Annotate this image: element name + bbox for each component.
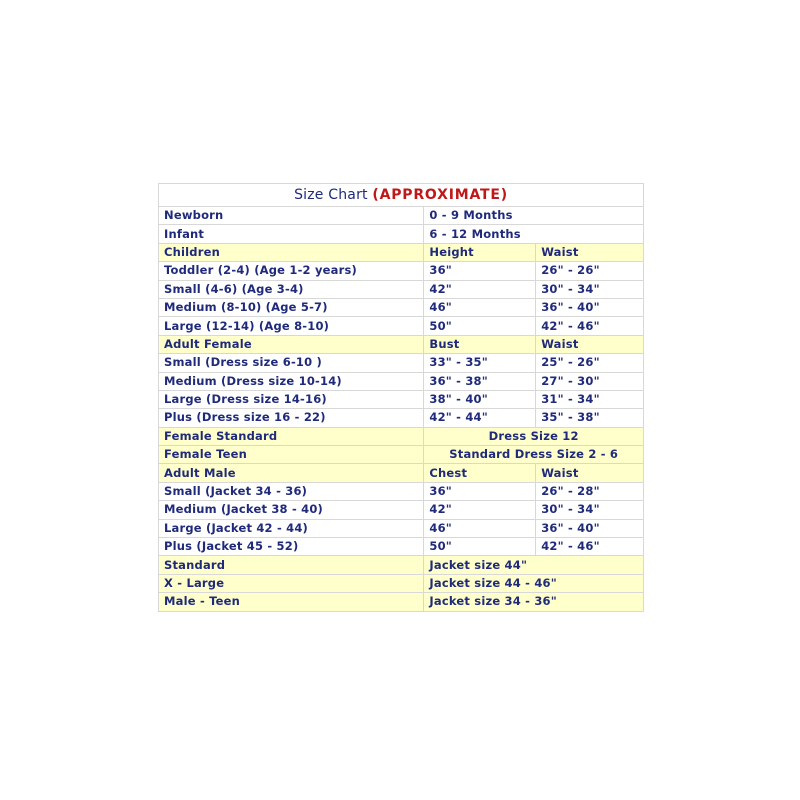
row-label-cell: Small (Dress size 6-10 ) — [159, 354, 423, 371]
row-label-cell: Female Teen — [159, 446, 423, 463]
row-value-cell: 50" — [424, 538, 535, 555]
row-label-cell: Large (Jacket 42 - 44) — [159, 520, 423, 537]
row-value-cell: Height — [424, 244, 535, 261]
table-row — [159, 428, 643, 445]
table-row — [159, 299, 643, 316]
row-label-cell: X - Large — [159, 575, 423, 592]
table-row — [159, 409, 643, 426]
chart-title-accent: (APPROXIMATE) — [372, 187, 508, 203]
row-label-cell: Children — [159, 244, 423, 261]
row-value-cell: 0 - 9 Months — [424, 207, 643, 224]
row-label-cell: Male - Teen — [159, 593, 423, 610]
row-label-cell: Standard — [159, 556, 423, 573]
row-value-cell: 46" — [424, 520, 535, 537]
table-row — [159, 281, 643, 298]
table-row — [159, 225, 643, 242]
row-value-cell: 50" — [424, 317, 535, 334]
table-row — [159, 207, 643, 224]
row-value-cell: 35" - 38" — [536, 409, 643, 426]
row-value-cell: Jacket size 44" — [424, 556, 643, 573]
table-row — [159, 520, 643, 537]
row-value-cell: 36" - 40" — [536, 520, 643, 537]
row-value-cell: 36" — [424, 483, 535, 500]
row-value-cell: Waist — [536, 336, 643, 353]
row-value-cell: 42" — [424, 281, 535, 298]
row-label-cell: Plus (Jacket 45 - 52) — [159, 538, 423, 555]
row-value-cell: Standard Dress Size 2 - 6 — [424, 446, 643, 463]
row-label-cell: Small (Jacket 34 - 36) — [159, 483, 423, 500]
row-value-cell: Jacket size 34 - 36" — [424, 593, 643, 610]
table-row — [159, 354, 643, 371]
row-value-cell: 42" - 44" — [424, 409, 535, 426]
row-label-cell: Medium (8-10) (Age 5-7) — [159, 299, 423, 316]
row-value-cell: 46" — [424, 299, 535, 316]
table-row — [159, 446, 643, 463]
row-value-cell: 36" - 40" — [536, 299, 643, 316]
table-row — [159, 501, 643, 518]
row-label-cell: Large (12-14) (Age 8-10) — [159, 317, 423, 334]
table-row — [159, 556, 643, 573]
row-value-cell: 33" - 35" — [424, 354, 535, 371]
row-value-cell: 27" - 30" — [536, 373, 643, 390]
row-value-cell: 38" - 40" — [424, 391, 535, 408]
row-label-cell: Adult Female — [159, 336, 423, 353]
row-value-cell: 42" - 46" — [536, 538, 643, 555]
table-row — [159, 262, 643, 279]
row-value-cell: Chest — [424, 464, 535, 481]
row-value-cell: 6 - 12 Months — [424, 225, 643, 242]
table-row — [159, 317, 643, 334]
table-row — [159, 244, 643, 261]
table-row — [159, 373, 643, 390]
row-label-cell: Small (4-6) (Age 3-4) — [159, 281, 423, 298]
table-row — [159, 464, 643, 481]
row-value-cell: Waist — [536, 464, 643, 481]
row-value-cell: Dress Size 12 — [424, 428, 643, 445]
row-label-cell: Female Standard — [159, 428, 423, 445]
row-label-cell: Plus (Dress size 16 - 22) — [159, 409, 423, 426]
row-value-cell: Waist — [536, 244, 643, 261]
row-label-cell: Large (Dress size 14-16) — [159, 391, 423, 408]
row-label-cell: Newborn — [159, 207, 423, 224]
row-value-cell: 36" - 38" — [424, 373, 535, 390]
table-row — [159, 336, 643, 353]
row-value-cell: 30" - 34" — [536, 281, 643, 298]
row-value-cell: Jacket size 44 - 46" — [424, 575, 643, 592]
table-row — [159, 538, 643, 555]
title-row — [159, 184, 643, 206]
title-cell — [159, 184, 643, 206]
row-value-cell: 25" - 26" — [536, 354, 643, 371]
row-value-cell: Bust — [424, 336, 535, 353]
row-value-cell: 26" - 28" — [536, 483, 643, 500]
row-value-cell: 36" — [424, 262, 535, 279]
table-row — [159, 575, 643, 592]
row-value-cell: 31" - 34" — [536, 391, 643, 408]
size-chart-table — [158, 183, 644, 612]
table-row — [159, 483, 643, 500]
row-label-cell: Medium (Dress size 10-14) — [159, 373, 423, 390]
row-label-cell: Infant — [159, 225, 423, 242]
row-value-cell: 30" - 34" — [536, 501, 643, 518]
row-value-cell: 42" — [424, 501, 535, 518]
row-label-cell: Medium (Jacket 38 - 40) — [159, 501, 423, 518]
row-label-cell: Toddler (2-4) (Age 1-2 years) — [159, 262, 423, 279]
row-value-cell: 26" - 26" — [536, 262, 643, 279]
table-row — [159, 391, 643, 408]
row-label-cell: Adult Male — [159, 464, 423, 481]
row-value-cell: 42" - 46" — [536, 317, 643, 334]
table-row — [159, 593, 643, 610]
chart-title: Size Chart — [294, 187, 368, 203]
